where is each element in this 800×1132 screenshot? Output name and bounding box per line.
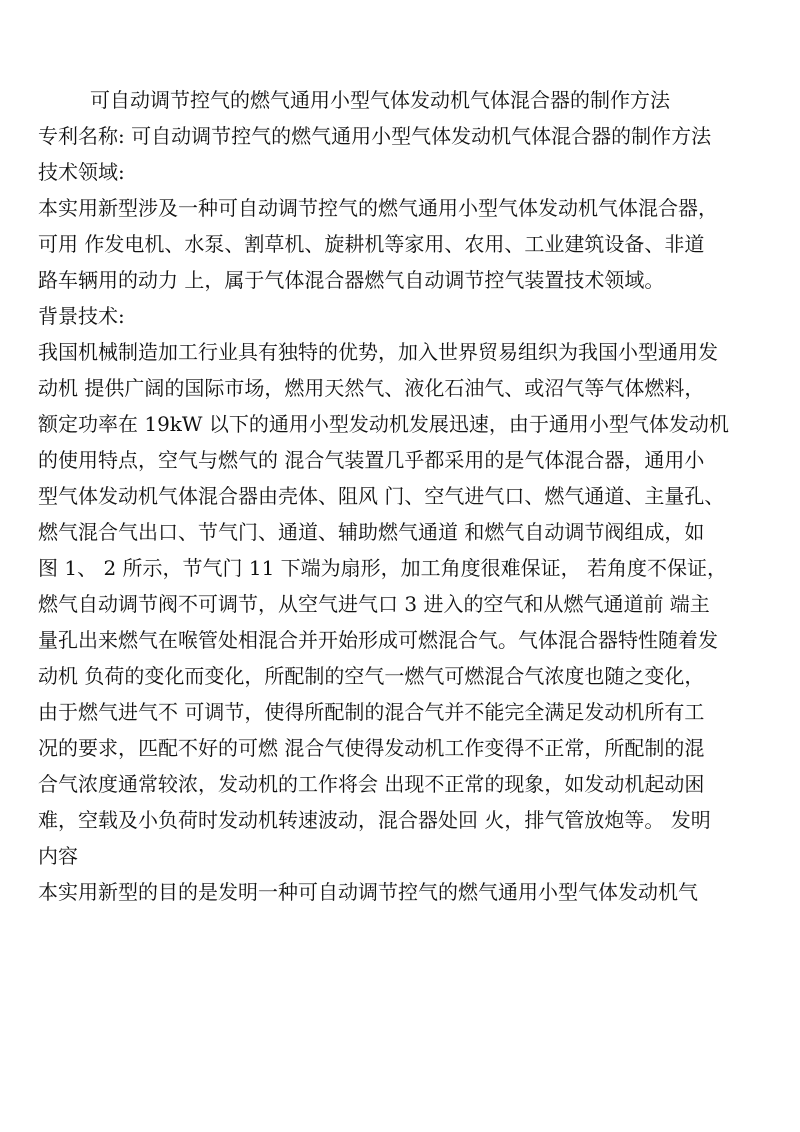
tech-field-line: 本实用新型涉及一种可自动调节控气的燃气通用小型气体发动机气体混合器， xyxy=(38,196,718,220)
background-line: 额定功率在 19kW 以下的通用小型发动机发展迅速，由于通用小型气体发动机 xyxy=(38,412,729,436)
document-page xyxy=(38,82,766,910)
background-line: 我国机械制造加工行业具有独特的优势，加入世界贸易组织为我国小型通用发 xyxy=(38,340,718,364)
background-line: 图 1、 2 所示，节气门 11 下端为扇形，加工角度很难保证， 若角度不保证， xyxy=(38,556,728,580)
background-line: 燃气自动调节阀不可调节，从空气进气口 3 进入的空气和从燃气通道前 端主 xyxy=(38,592,710,616)
patent-name: 专利名称: 可自动调节控气的燃气通用小型气体发动机气体混合器的制作方法 xyxy=(38,124,712,148)
tech-field-line: 路车辆用的动力 上，属于气体混合器燃气自动调节控气装置技术领域。 xyxy=(38,268,665,292)
tech-field-line: 可用 作发电机、水泵、割草机、旋耕机等家用、农用、工业建筑设备、非道 xyxy=(38,232,705,256)
background-line: 动机 负荷的变化而变化，所配制的空气一燃气可燃混合气浓度也随之变化， xyxy=(38,664,705,688)
background-line: 难，空载及小负荷时发动机转速波动，混合器处回 火，排气管放炮等。 发明 xyxy=(38,808,711,832)
document-title: 可自动调节控气的燃气通用小型气体发动机气体混合器的制作方法 xyxy=(90,88,670,112)
background-line: 燃气混合气出口、节气门、通道、辅助燃气通道 和燃气自动调节阀组成，如 xyxy=(38,520,705,544)
background-line: 由于燃气进气不 可调节，使得所配制的混合气并不能完全满足发动机所有工 xyxy=(38,700,705,724)
background-line: 动机 提供广阔的国际市场，燃用天然气、液化石油气、或沼气等气体燃料， xyxy=(38,376,705,400)
background-line: 的使用特点，空气与燃气的 混合气装置几乎都采用的是气体混合器，通用小 xyxy=(38,448,705,472)
background-heading: 背景技术: xyxy=(38,304,125,328)
background-line: 内容 xyxy=(38,844,78,868)
background-line: 况的要求，匹配不好的可燃 混合气使得发动机工作变得不正常，所配制的混 xyxy=(38,736,705,760)
background-line: 量孔出来燃气在喉管处相混合并开始形成可燃混合气。气体混合器特性随着发 xyxy=(38,628,718,652)
background-line: 合气浓度通常较浓，发动机的工作将会 出现不正常的现象，如发动机起动困 xyxy=(38,772,705,796)
background-line: 型气体发动机气体混合器由壳体、阻风 门、空气进气口、燃气通道、主量孔、 xyxy=(38,484,725,508)
tech-field-heading: 技术领域: xyxy=(38,160,125,184)
invention-line: 本实用新型的目的是发明一种可自动调节控气的燃气通用小型气体发动机气 xyxy=(38,880,698,904)
